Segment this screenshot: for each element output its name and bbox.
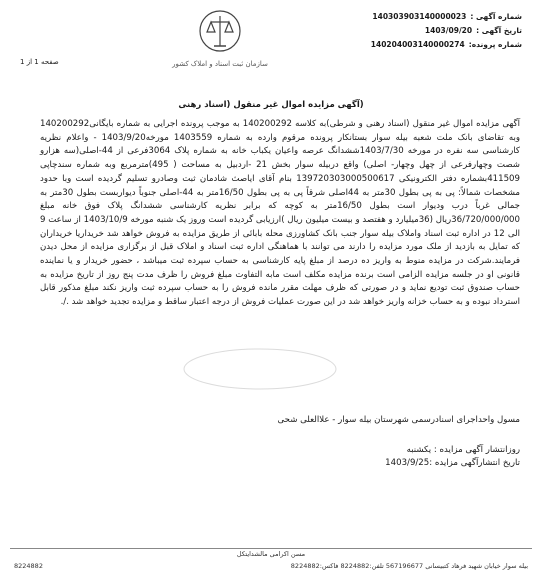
file-number-value: 140204003140000274 — [370, 40, 465, 49]
ad-meta — [322, 10, 522, 52]
footer-signer: مسن اکرامی مالشدایتکل — [236, 550, 306, 558]
footer-divider — [10, 548, 532, 549]
file-number-label: شماره پرونده: — [468, 40, 522, 49]
ad-date-label: تاریخ آگهی : — [476, 26, 522, 35]
footer-address: بیله سوار خیابان شهید فرهاد کتبیسانی 567196677 تلفن:8224882 فاکس:8224882 — [290, 562, 528, 570]
org-logo-block — [160, 8, 280, 78]
page-number: صفحه 1 از 1 — [20, 58, 59, 66]
ad-number-label: شماره آگهی : — [470, 12, 522, 21]
judiciary-emblem-icon — [197, 8, 243, 54]
publication-date: تاریخ انتشارآگهی مزایده :1403/9/25 — [385, 458, 520, 468]
signatory: مسول واحداجرای اسنادرسمی شهرستان بیله سوار - علاالعلی شحی — [277, 415, 520, 425]
footer-contact — [14, 562, 528, 570]
auction-notice-body — [40, 118, 520, 310]
publication-day: روزانتشار آگهی مزایده : یکشنبه — [406, 445, 520, 455]
page-footer — [0, 544, 542, 576]
org-name: سازمان ثبت اسناد و املاک کشور — [172, 60, 268, 68]
notice-paragraph: آگهی مزایده اموال غیر منقول (اسناد رهنی و شرطی)به کلاسه 140200292 به موجب پرونده اجرایی به شماره بایگانی140200292 وبه تقاضای بانک ملت شعبه بیله سوار بستانکار پرونده مرقوم وارده به شماره 1403559 مورخه1403/9/20 - واعلام نظریه کارشناسی سه نفره در مورخه 1403/7/30ششدانگ عرصه واعیان یکباب خانه به شماره پلاک 3064فرعی از 44-اصلی(سه هزارو شصت وچهارفرعی از چهل وچهار- اصلی) واقع دربیله سوار بخش 21 -اردبیل به مساحت ( 495)مترمربع وبه شماره سندچاپی 411509بشماره دفتر الکترونیکی 139720303000500617 بنام آقای ایاصث شادمان ثبت وصادرو تسلیم گردیده است وبا حدود مشخصات شمالاً: پی به پی بطول 30متر به 44اصلی شرقاً پی به پی بطول 16/50متر به 44-اصلی جنوباً دیواربست بطول 30متر به جمالی غرباً درب ودیوار است بطول 16/50متر به کوچه که برابر نظریه کارشناسی ششدانگ پلاک فوق خانه مبلغ 36/720/000/000ریال (36میلیارد و هفتصد و بیست میلیون ریال )ارزیابی گردیده است وروز یک شنبه مورخه 1403/10/9 از ساعت 9 الی 12 در اداره ثبت اسناد واملاک بیله سوار جنب بانک کشاورزی محله بابائی از طریق مزایده به فروش خواهد شد خریداریا خریداران که تمایل به بازدید از ملک مورد مزایده را دارند می توانند با هماهنگی اداره ثبت اسناد و املاک قبل از برگزاری مزایده از محل دیدن فرمایند.شرکت در مزایده منوط به واریز ده درصد از مبلغ پایه کارشناسی به حساب سپرده ثبت میباشد ، حضور خریدار و یا نماینده قانونی او در جلسه مزایده الزامی است برنده مزایده مکلف است مابه التفاوت مبلغ فروش را ظرف مدت پنج روز از تاریخ مزایده به حساب صندوق ثبت تودیع نماید و در صورتی که ظرف مهلت مقرر مانده فروش را به حساب سپرده ثبت واریز نکند مبلغ مذکور قابل استرداد نبوده و به حساب خزانه واریز خواهد شد در این صورت عملیات فروش از درجه اعتبار ساقط و مزایده تجدید خواهد شد ./. — [40, 119, 521, 308]
publication-info — [385, 444, 520, 470]
document-title: (آگهی مزایده اموال غیر منقول (اسناد رهنی — [178, 100, 364, 110]
footer-fax: 8224882 — [14, 562, 43, 570]
ad-date-value: 1403/09/20 — [424, 26, 473, 35]
ad-number-value: 140303903140000023 — [372, 12, 467, 21]
faded-stamp-icon — [180, 345, 340, 393]
